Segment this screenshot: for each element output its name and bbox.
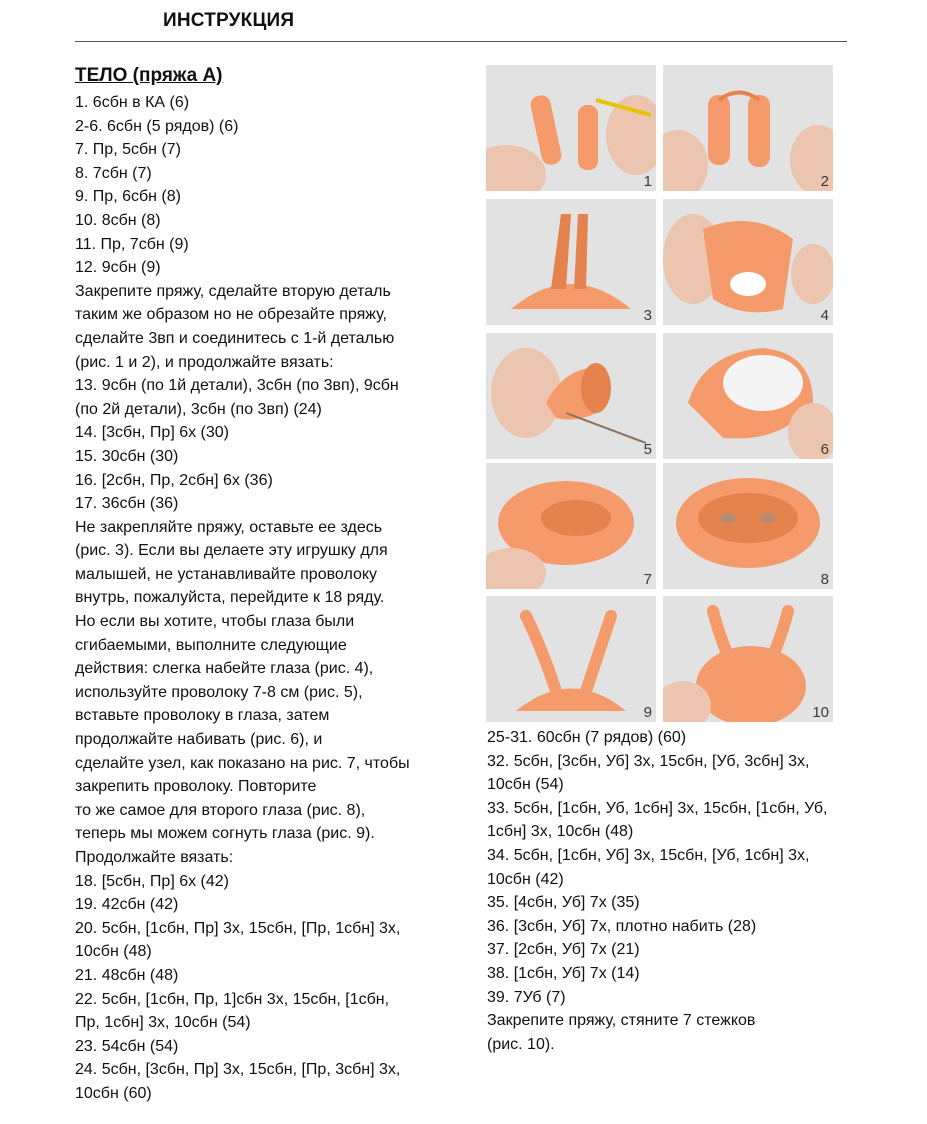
instruction-line: продолжайте набивать (рис. 6), и xyxy=(75,731,323,749)
step-photo xyxy=(486,463,656,589)
instruction-line: 18. [5сбн, Пр] 6х (42) xyxy=(75,872,230,890)
instruction-line: таким же образом но не обрезайте пряжу, xyxy=(75,306,387,324)
instruction-line: используйте проволоку 7-8 см (рис. 5), xyxy=(75,683,363,701)
instruction-line: малышей, не устанавливайте проволоку xyxy=(75,565,378,583)
step-photo xyxy=(486,199,656,325)
photo-grid xyxy=(486,65,834,725)
instruction-line: вставьте проволоку в глаза, затем xyxy=(75,707,330,725)
left-column xyxy=(75,64,465,1106)
step-photo xyxy=(486,65,656,191)
instruction-line: действия: слегка набейте глаза (рис. 4), xyxy=(75,660,374,678)
instruction-line: 25-31. 60сбн (7 рядов) (60) xyxy=(487,729,687,746)
instruction-line: 7. Пр, 5сбн (7) xyxy=(75,141,181,159)
instruction-line: 37. [2сбн, Уб] 7х (21) xyxy=(487,941,640,959)
instruction-line: сделайте 3вп и соединитесь с 1-й деталью xyxy=(75,329,395,347)
instruction-line: 9. Пр, 6сбн (8) xyxy=(75,188,181,206)
instruction-line: 10. 8сбн (8) xyxy=(75,211,161,229)
instruction-line: 23. 54сбн (54) xyxy=(75,1037,179,1055)
instruction-line: 12. 9сбн (9) xyxy=(75,259,161,277)
instruction-line: 1сбн] 3х, 10сбн (48) xyxy=(487,823,634,841)
instruction-line: Но если вы хотите, чтобы глаза были xyxy=(75,613,355,631)
instruction-line: то же самое для второго глаза (рис. 8), xyxy=(75,801,366,819)
header-divider xyxy=(75,41,847,42)
step-photo xyxy=(663,463,833,589)
step-photo xyxy=(663,333,833,459)
right-column xyxy=(487,726,887,1056)
instruction-line: (рис. 10). xyxy=(487,1035,555,1053)
step-photo xyxy=(663,596,833,722)
step-photo xyxy=(663,65,833,191)
instruction-line: (по 2й детали), 3сбн (по 3вп) (24) xyxy=(75,400,322,418)
instruction-line: сгибаемыми, выполните следующие xyxy=(75,636,347,654)
left-instructions xyxy=(75,91,465,1106)
instruction-line: Пр, 1сбн] 3х, 10сбн (54) xyxy=(75,1014,251,1032)
step-photo xyxy=(486,333,656,459)
instruction-line: 20. 5сбн, [1сбн, Пр] 3х, 15сбн, [Пр, 1сбн] 3х, xyxy=(75,919,401,937)
photo-number: 1 xyxy=(643,173,652,190)
right-instructions xyxy=(487,726,887,1056)
instruction-line: 17. 36сбн (36) xyxy=(75,495,179,513)
instruction-line: 21. 48сбн (48) xyxy=(75,966,179,984)
instruction-line: 33. 5сбн, [1сбн, Уб, 1сбн] 3х, 15сбн, [1сбн, Уб, xyxy=(487,799,828,817)
instruction-line: теперь мы можем согнуть глаза (рис. 9). xyxy=(75,825,375,843)
instruction-line: Продолжайте вязать: xyxy=(75,849,234,866)
instruction-line: 10сбн (60) xyxy=(75,1084,152,1102)
instruction-line: 36. [3сбн, Уб] 7х, плотно набить (28) xyxy=(487,917,757,935)
instruction-line: внутрь, пожалуйста, перейдите к 18 ряду. xyxy=(75,589,385,607)
instruction-line: 10сбн (54) xyxy=(487,776,564,794)
section-title: ТЕЛО (пряжа А) xyxy=(75,65,223,86)
instruction-line: Закрепите пряжу, сделайте вторую деталь xyxy=(75,282,391,300)
step-photo xyxy=(486,596,656,722)
photo-number: 2 xyxy=(820,173,829,190)
step-photo xyxy=(663,199,833,325)
instruction-line: Не закрепляйте пряжу, оставьте ее здесь xyxy=(75,518,383,536)
instruction-line: 24. 5сбн, [3сбн, Пр] 3х, 15сбн, [Пр, 3сбн] 3х, xyxy=(75,1061,401,1079)
instruction-line: 39. 7Уб (7) xyxy=(487,988,566,1006)
photo-number: 3 xyxy=(643,307,652,324)
photo-number: 6 xyxy=(820,441,829,458)
photo-number: 9 xyxy=(643,704,652,721)
instruction-line: 8. 7сбн (7) xyxy=(75,164,152,182)
photo-number: 4 xyxy=(820,307,829,324)
instruction-line: 38. [1сбн, Уб] 7х (14) xyxy=(487,964,640,982)
instruction-line: 34. 5сбн, [1сбн, Уб] 3х, 15сбн, [Уб, 1сбн] 3х, xyxy=(487,846,810,864)
instruction-line: 13. 9сбн (по 1й детали), 3сбн (по 3вп), 9сбн xyxy=(75,377,399,395)
instruction-line: 35. [4сбн, Уб] 7х (35) xyxy=(487,894,640,912)
instruction-line: 19. 42сбн (42) xyxy=(75,896,179,914)
instruction-line: 16. [2сбн, Пр, 2сбн] 6х (36) xyxy=(75,471,273,489)
instruction-line: 22. 5сбн, [1сбн, Пр, 1]сбн 3х, 15сбн, [1сбн, xyxy=(75,990,390,1008)
photo-number: 8 xyxy=(820,571,829,588)
instruction-line: сделайте узел, как показано на рис. 7, чтобы xyxy=(75,754,410,772)
instruction-line: закрепить проволоку. Повторите xyxy=(75,778,317,796)
instruction-line: (рис. 1 и 2), и продолжайте вязать: xyxy=(75,353,334,371)
instruction-line: 1. 6сбн в КА (6) xyxy=(75,94,190,111)
instruction-line: 2-6. 6сбн (5 рядов) (6) xyxy=(75,117,239,135)
page-title: ИНСТРУКЦИЯ xyxy=(163,10,295,31)
instruction-line: 32. 5сбн, [3сбн, Уб] 3х, 15сбн, [Уб, 3сбн] 3х, xyxy=(487,752,810,770)
instruction-line: 15. 30сбн (30) xyxy=(75,447,179,465)
instruction-line: Закрепите пряжу, стяните 7 стежков xyxy=(487,1012,756,1030)
photo-number: 7 xyxy=(643,571,652,588)
instruction-line: (рис. 3). Если вы делаете эту игрушку для xyxy=(75,542,388,560)
photo-number: 5 xyxy=(643,441,652,458)
photo-number: 10 xyxy=(812,704,829,721)
instruction-line: 10сбн (48) xyxy=(75,943,152,961)
instruction-line: 10сбн (42) xyxy=(487,870,564,888)
instruction-line: 14. [3сбн, Пр] 6х (30) xyxy=(75,424,230,442)
instruction-line: 11. Пр, 7сбн (9) xyxy=(75,235,189,253)
